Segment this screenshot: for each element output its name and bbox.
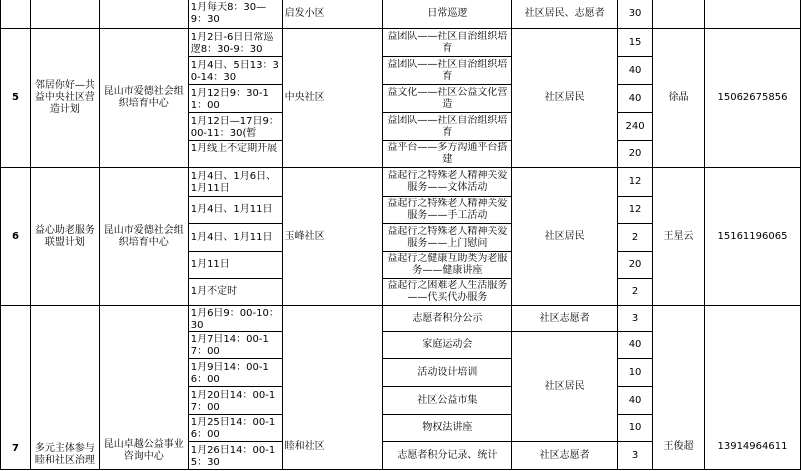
project-name: 邻居你好—共益中央社区营造计划 <box>30 29 99 168</box>
count-cell: 240 <box>618 113 653 141</box>
time-cell: 1月9日14：00-16：00 <box>188 359 282 387</box>
time-cell: 1月不定时 <box>188 279 282 306</box>
count-cell: 10 <box>618 415 653 442</box>
count-cell: 15 <box>618 29 653 57</box>
activity-cell: 物权法讲座 <box>383 415 512 442</box>
time-cell: 1月4日、1月11日 <box>188 197 282 224</box>
time-cell: 1月20日14：00-17：00 <box>188 387 282 415</box>
table-row <box>1 0 801 29</box>
cell-empty <box>653 0 705 29</box>
audience-cell: 社区志愿者 <box>512 306 618 332</box>
time-cell: 1月12日9：30-11：00 <box>188 85 282 113</box>
table-row <box>1 306 801 332</box>
activity-cell: 益起行之困难老人生活服务——代买代办服务 <box>383 279 512 306</box>
community-cell: 中央社区 <box>282 29 383 168</box>
time-cell: 1月4日、5日13：30-14：30 <box>188 57 282 85</box>
count-cell: 10 <box>618 359 653 387</box>
time-cell: 1月25日14：00-16：00 <box>188 415 282 442</box>
audience-cell: 社区居民 <box>512 29 618 168</box>
count-cell: 40 <box>618 387 653 415</box>
cell-empty <box>30 0 99 29</box>
count-cell: 40 <box>618 85 653 113</box>
audience-cell: 社区居民 <box>512 168 618 306</box>
count-cell: 40 <box>618 57 653 85</box>
count-cell: 12 <box>618 197 653 224</box>
time-cell: 1月4日、1月6日、1月11日 <box>188 168 282 197</box>
activity-cell: 益团队——社区自治组织培育 <box>383 57 512 85</box>
time-cell: 1月26日14：00-15：30 <box>188 442 282 470</box>
project-name: 多元主体参与睦和社区治理 <box>30 306 99 470</box>
time-cell: 1月11日 <box>188 252 282 279</box>
cell-empty <box>1 0 31 29</box>
count-cell: 12 <box>618 168 653 197</box>
time-cell: 1月线上不定期开展 <box>188 141 282 168</box>
audience-cell: 社区居民、志愿者 <box>512 0 618 29</box>
time-cell: 1月2日-6日日常巡逻8：30-9：30 <box>188 29 282 57</box>
activity-cell: 益平台——多方沟通平台搭建 <box>383 141 512 168</box>
time-cell: 1月每天8：30—9：30 <box>188 0 282 29</box>
phone-cell: 15062675856 <box>704 29 800 168</box>
contact-cell: 王星云 <box>653 168 705 306</box>
project-number: 5 <box>1 29 31 168</box>
contact-cell: 王俊超 <box>653 306 705 470</box>
community-cell: 玉峰社区 <box>282 168 383 306</box>
project-org: 昆山市爱德社会组织培育中心 <box>99 29 188 168</box>
activity-cell: 益文化——社区公益文化营造 <box>383 85 512 113</box>
audience-cell: 社区志愿者 <box>512 442 618 470</box>
contact-cell: 徐晶 <box>653 29 705 168</box>
activity-cell: 益团队——社区自治组织培育 <box>383 113 512 141</box>
activity-cell: 益团队——社区自治组织培育 <box>383 29 512 57</box>
activity-cell: 志愿者积分记录、统计 <box>383 442 512 470</box>
project-number: 6 <box>1 168 31 306</box>
time-cell: 1月12日—17日9：00-11：30(暂 <box>188 113 282 141</box>
activity-cell: 活动设计培训 <box>383 359 512 387</box>
audience-cell: 社区居民 <box>512 332 618 442</box>
phone-cell: 15161196065 <box>704 168 800 306</box>
cell-empty <box>704 0 800 29</box>
project-org: 昆山卓越公益事业咨询中心 <box>99 306 188 470</box>
table-row <box>1 168 801 197</box>
activity-cell: 社区公益市集 <box>383 387 512 415</box>
project-name: 益心助老服务联盟计划 <box>30 168 99 306</box>
time-cell: 1月4日、1月11日 <box>188 224 282 252</box>
project-number: 7 <box>1 306 31 470</box>
time-cell: 1月7日14：00-17：00 <box>188 332 282 359</box>
activity-cell: 益起行之特殊老人精神关爱服务——手工活动 <box>383 197 512 224</box>
phone-cell: 13914964611 <box>704 306 800 470</box>
activity-cell: 益起行之健康互助类为老服务——健康讲座 <box>383 252 512 279</box>
count-cell: 30 <box>618 0 653 29</box>
activity-cell: 益起行之特殊老人精神关爱服务——文体活动 <box>383 168 512 197</box>
community-cell: 睦和社区 <box>282 306 383 470</box>
count-cell: 20 <box>618 141 653 168</box>
time-cell: 1月6日9：00-10：30 <box>188 306 282 332</box>
project-org: 昆山市爱德社会组织培育中心 <box>99 168 188 306</box>
activity-cell: 家庭运动会 <box>383 332 512 359</box>
count-cell: 20 <box>618 252 653 279</box>
count-cell: 2 <box>618 279 653 306</box>
activity-cell: 志愿者积分公示 <box>383 306 512 332</box>
activity-cell: 日常巡逻 <box>383 0 512 29</box>
count-cell: 40 <box>618 332 653 359</box>
count-cell: 2 <box>618 224 653 252</box>
cell-empty <box>99 0 188 29</box>
count-cell: 3 <box>618 442 653 470</box>
community-cell: 启发小区 <box>282 0 383 29</box>
activity-cell: 益起行之特殊老人精神关爱服务——上门慰问 <box>383 224 512 252</box>
count-cell: 3 <box>618 306 653 332</box>
table-row <box>1 29 801 57</box>
